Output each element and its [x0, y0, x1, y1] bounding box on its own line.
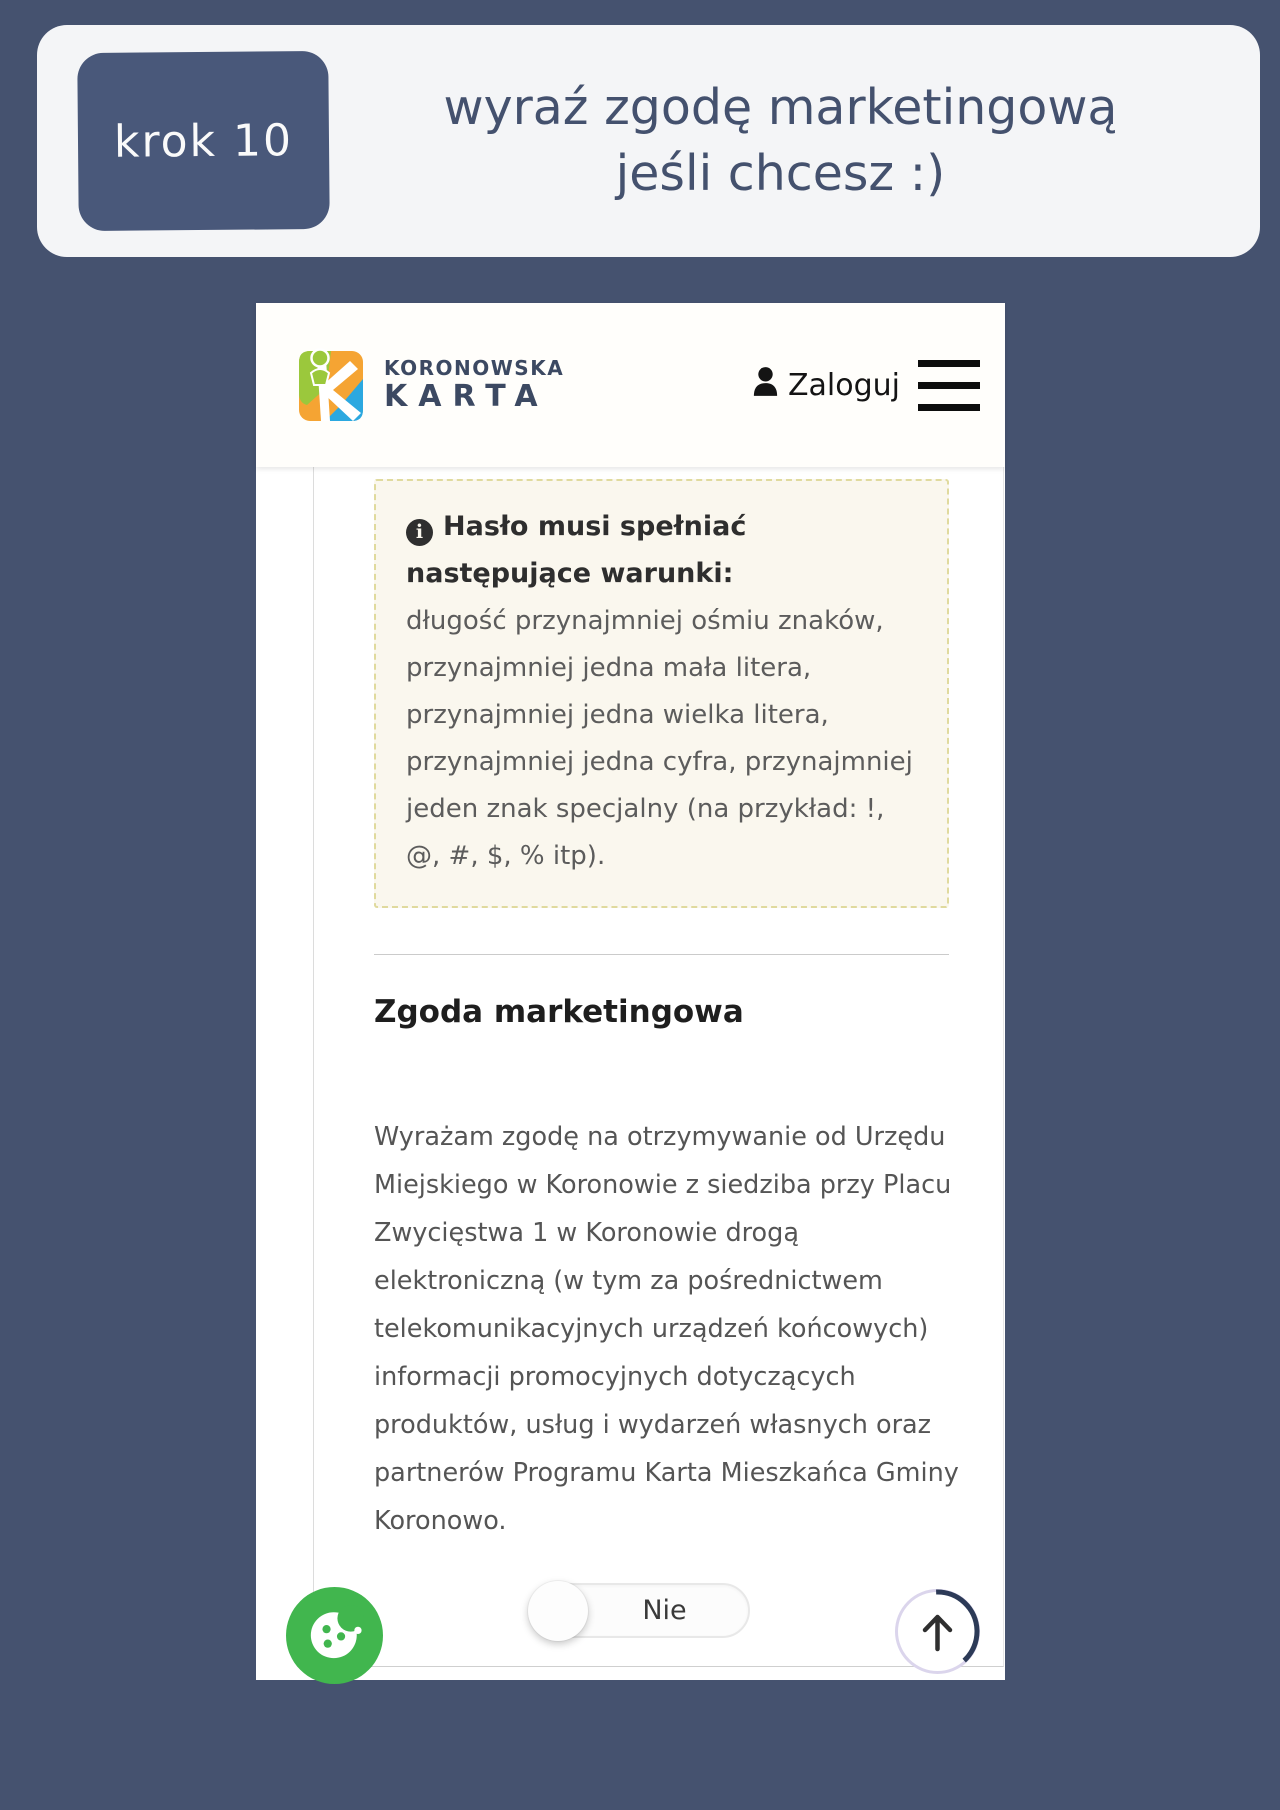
step-title: [329, 75, 1232, 207]
login-button[interactable]: [752, 366, 900, 405]
step-title-line2: jeśli chcesz :): [615, 145, 946, 202]
cookie-settings-button[interactable]: [286, 1587, 383, 1684]
step-header-card: [37, 25, 1260, 257]
menu-icon: [918, 360, 980, 367]
user-icon: [752, 366, 779, 405]
step-title-line1: wyraź zgodę marketingową: [443, 79, 1118, 136]
menu-button[interactable]: [918, 354, 980, 417]
section-divider: [374, 954, 949, 955]
scroll-to-top-button[interactable]: [895, 1589, 980, 1674]
password-requirements-heading: i Hasło musi spełniać następujące warunki:: [406, 511, 747, 589]
consent-text: Wyrażam zgodę na otrzymywanie od Urzędu Miejskiego w Koronowie z siedziba przy Placu Zwycięstwa 1 w Koronowie drogą elektroniczną (w tym za pośrednictwem telekomunikacyjnych urządzeń końcowych) informacji promocyjnych dotyczących produktów, usług i wydarzeń własnych oraz partnerów Programu Karta Mieszkańca Gminy Koronowo.: [374, 1122, 959, 1536]
logo-text-bottom: KARTA: [384, 379, 549, 414]
toggle-knob[interactable]: [528, 1581, 588, 1641]
consent-section-heading: Zgoda marketingowa: [374, 994, 744, 1030]
login-label: Zaloguj: [787, 367, 900, 403]
app-header: [256, 303, 1005, 467]
marketing-consent-toggle[interactable]: [529, 1583, 750, 1638]
step-number-label: krok 10: [113, 114, 294, 168]
phone-screenshot: [256, 303, 1005, 1680]
info-icon: i: [406, 519, 433, 546]
password-requirements-text: długość przynajmniej ośmiu znaków, przynajmniej jedna mała litera, przynajmniej jedna wielka litera, przynajmniej jedna cyfra, przynajmniej jeden znak specjalny (na przykład: !, @, #, $, % itp).: [406, 606, 913, 871]
cookie-icon: [306, 1605, 364, 1667]
logo-text-top: KORONOWSKA: [384, 356, 565, 380]
password-requirements-box: [374, 479, 949, 908]
toggle-state-label: Nie: [642, 1595, 687, 1626]
app-logo[interactable]: [295, 343, 564, 427]
app-logo-text: [384, 356, 564, 414]
step-number-badge: [77, 51, 330, 231]
app-logo-icon: [295, 343, 368, 427]
form-panel: [313, 467, 1004, 1667]
header-actions: [752, 354, 980, 417]
